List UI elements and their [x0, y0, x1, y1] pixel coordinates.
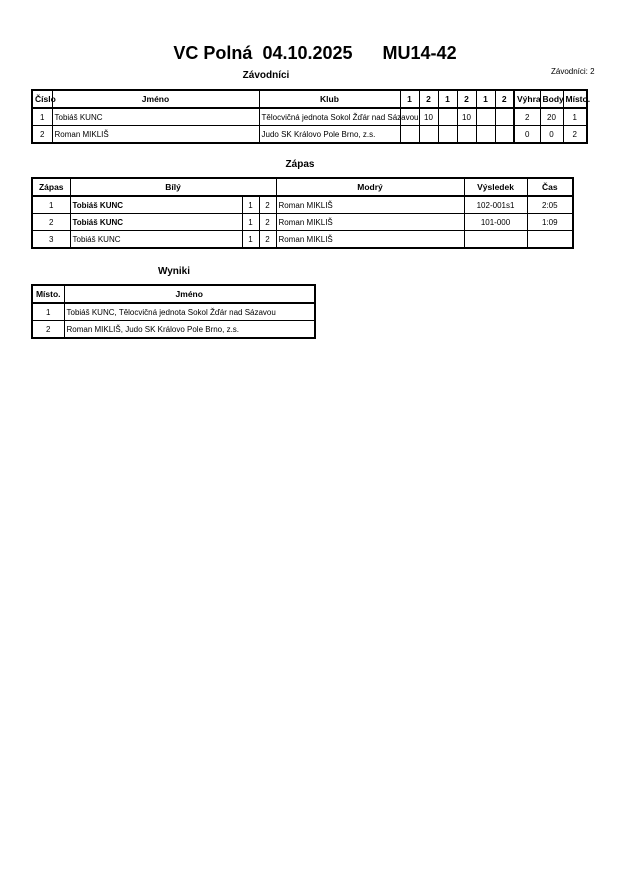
competitor-place: 1 — [563, 108, 587, 126]
competitor-name: Tobiáš KUNC — [52, 108, 259, 126]
match-result: 101-000 — [464, 214, 527, 231]
competitor-name: Roman MIKLIŠ — [52, 126, 259, 144]
round-score — [457, 126, 476, 144]
match-time: 1:09 — [527, 214, 573, 231]
competitor-place: 2 — [563, 126, 587, 144]
competitor-wins: 2 — [514, 108, 540, 126]
blue-fighter: Roman MIKLIŠ — [276, 196, 464, 214]
match-result — [464, 231, 527, 249]
match-number: 2 — [32, 214, 70, 231]
col-round: 1 — [438, 90, 457, 108]
results-table — [31, 284, 316, 339]
matches-header-row — [32, 178, 573, 196]
results-title: Wyniki — [157, 266, 191, 277]
competitor-points: 20 — [540, 108, 563, 126]
event-name: VC Polná — [173, 43, 253, 63]
match-time: 2:05 — [527, 196, 573, 214]
result-name: Roman MIKLIŠ, Judo SK Královo Pole Brno, z.s. — [64, 321, 315, 339]
round-score — [419, 126, 438, 144]
match-number: 3 — [32, 231, 70, 249]
result-place: 2 — [32, 321, 64, 339]
event-date: 04.10.2025 — [262, 43, 353, 63]
blue-fighter: Roman MIKLIŠ — [276, 231, 464, 249]
results-header-row — [32, 285, 315, 303]
col-result: Výsledek — [464, 178, 527, 196]
match-number: 1 — [32, 196, 70, 214]
blue-number: 2 — [259, 214, 276, 231]
col-wins: Výhra — [514, 90, 540, 108]
col-round: 1 — [476, 90, 495, 108]
blue-number: 2 — [259, 196, 276, 214]
col-round: 2 — [419, 90, 438, 108]
result-row — [32, 321, 315, 339]
competitor-row — [32, 126, 587, 144]
blue-fighter: Roman MIKLIŠ — [276, 214, 464, 231]
col-points: Body — [540, 90, 563, 108]
round-score: 10 — [419, 108, 438, 126]
round-score: 10 — [457, 108, 476, 126]
col-place: Místo. — [32, 285, 64, 303]
white-number: 1 — [242, 196, 259, 214]
result-name: Tobiáš KUNC, Tělocvičná jednota Sokol Žďár nad Sázavou — [64, 303, 315, 321]
competitor-club: Judo SK Královo Pole Brno, z.s. — [259, 126, 400, 144]
col-club: Klub — [259, 90, 400, 108]
col-match: Zápas — [32, 178, 70, 196]
round-score — [495, 108, 514, 126]
white-fighter: Tobiáš KUNC — [70, 196, 242, 214]
category: MU14-42 — [382, 43, 457, 63]
col-round: 1 — [400, 90, 419, 108]
competitors-count: Závodníci: 2 — [551, 67, 595, 76]
match-result: 102-001s1 — [464, 196, 527, 214]
white-fighter: Tobiáš KUNC — [70, 214, 242, 231]
white-number: 1 — [242, 231, 259, 249]
col-name: Jméno — [52, 90, 259, 108]
matches-table — [31, 177, 574, 249]
col-white: Bílý — [70, 178, 276, 196]
col-number: Číslo — [32, 90, 52, 108]
result-row — [32, 303, 315, 321]
round-score — [438, 108, 457, 126]
col-name: Jméno — [64, 285, 315, 303]
competitor-wins: 0 — [514, 126, 540, 144]
matches-title: Zápas — [285, 159, 315, 170]
competitor-club: Tělocvičná jednota Sokol Žďár nad Sázavou — [259, 108, 400, 126]
col-blue: Modrý — [276, 178, 464, 196]
match-row — [32, 214, 573, 231]
white-number: 1 — [242, 214, 259, 231]
competitor-row — [32, 108, 587, 126]
competitors-header-row — [32, 90, 587, 108]
col-place: Místo. — [563, 90, 587, 108]
col-round: 2 — [495, 90, 514, 108]
competitor-number: 1 — [32, 108, 52, 126]
col-time: Čas — [527, 178, 573, 196]
match-time — [527, 231, 573, 249]
round-score — [495, 126, 514, 144]
match-row — [32, 231, 573, 249]
result-place: 1 — [32, 303, 64, 321]
match-row — [32, 196, 573, 214]
competitor-number: 2 — [32, 126, 52, 144]
blue-number: 2 — [259, 231, 276, 249]
page-title — [0, 43, 630, 64]
round-score — [438, 126, 457, 144]
competitors-table — [31, 89, 591, 144]
round-score — [476, 126, 495, 144]
white-fighter: Tobiáš KUNC — [70, 231, 242, 249]
round-score — [400, 126, 419, 144]
competitor-points: 0 — [540, 126, 563, 144]
col-round: 2 — [457, 90, 476, 108]
round-score — [476, 108, 495, 126]
competitors-title: Závodníci — [242, 70, 290, 81]
